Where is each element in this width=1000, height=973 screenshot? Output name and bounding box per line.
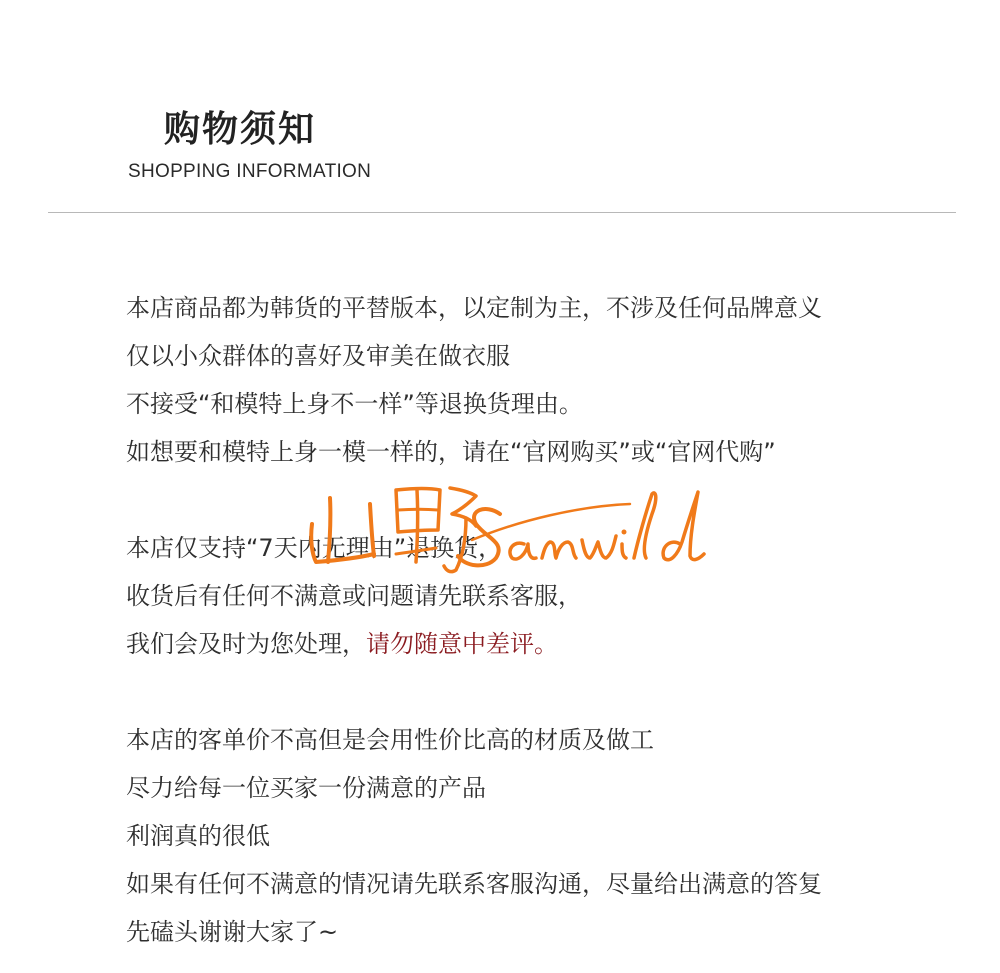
notice-line: 如想要和模特上身一模一样的，请在“官网购买”或“官网代购” xyxy=(126,438,776,466)
notice-paragraph-returns xyxy=(126,524,946,668)
notice-line: 尽力给每一位买家一份满意的产品 xyxy=(126,774,486,802)
notice-content xyxy=(126,284,946,956)
notice-line: 收货后有任何不满意或问题请先联系客服， xyxy=(126,582,582,610)
page-subtitle: SHOPPING INFORMATION xyxy=(128,161,372,182)
notice-line: 本店的客单价不高但是会用性价比高的材质及做工 xyxy=(126,726,654,754)
notice-paragraph-brand xyxy=(126,284,946,476)
notice-line-prefix: 我们会及时为您处理， xyxy=(126,630,366,658)
notice-line: 本店商品都为韩货的平替版本，以定制为主，不涉及任何品牌意义 xyxy=(126,294,822,322)
notice-line: 仅以小众群体的喜好及审美在做衣服 xyxy=(126,342,510,370)
header-divider xyxy=(48,212,956,213)
notice-line xyxy=(126,620,946,668)
notice-line: 本店仅支持“7天内无理由”退换货， xyxy=(126,534,503,562)
notice-line: 如果有任何不满意的情况请先联系客服沟通，尽量给出满意的答复 xyxy=(126,870,822,898)
notice-line: 先磕头谢谢大家了~ xyxy=(126,918,339,946)
no-bad-review-notice: 请勿随意中差评。 xyxy=(366,630,558,658)
notice-line: 利润真的很低 xyxy=(126,822,270,850)
page-title: 购物须知 xyxy=(164,109,317,150)
notice-line: 不接受“和模特上身不一样”等退换货理由。 xyxy=(126,390,583,418)
notice-paragraph-thanks xyxy=(126,716,946,956)
